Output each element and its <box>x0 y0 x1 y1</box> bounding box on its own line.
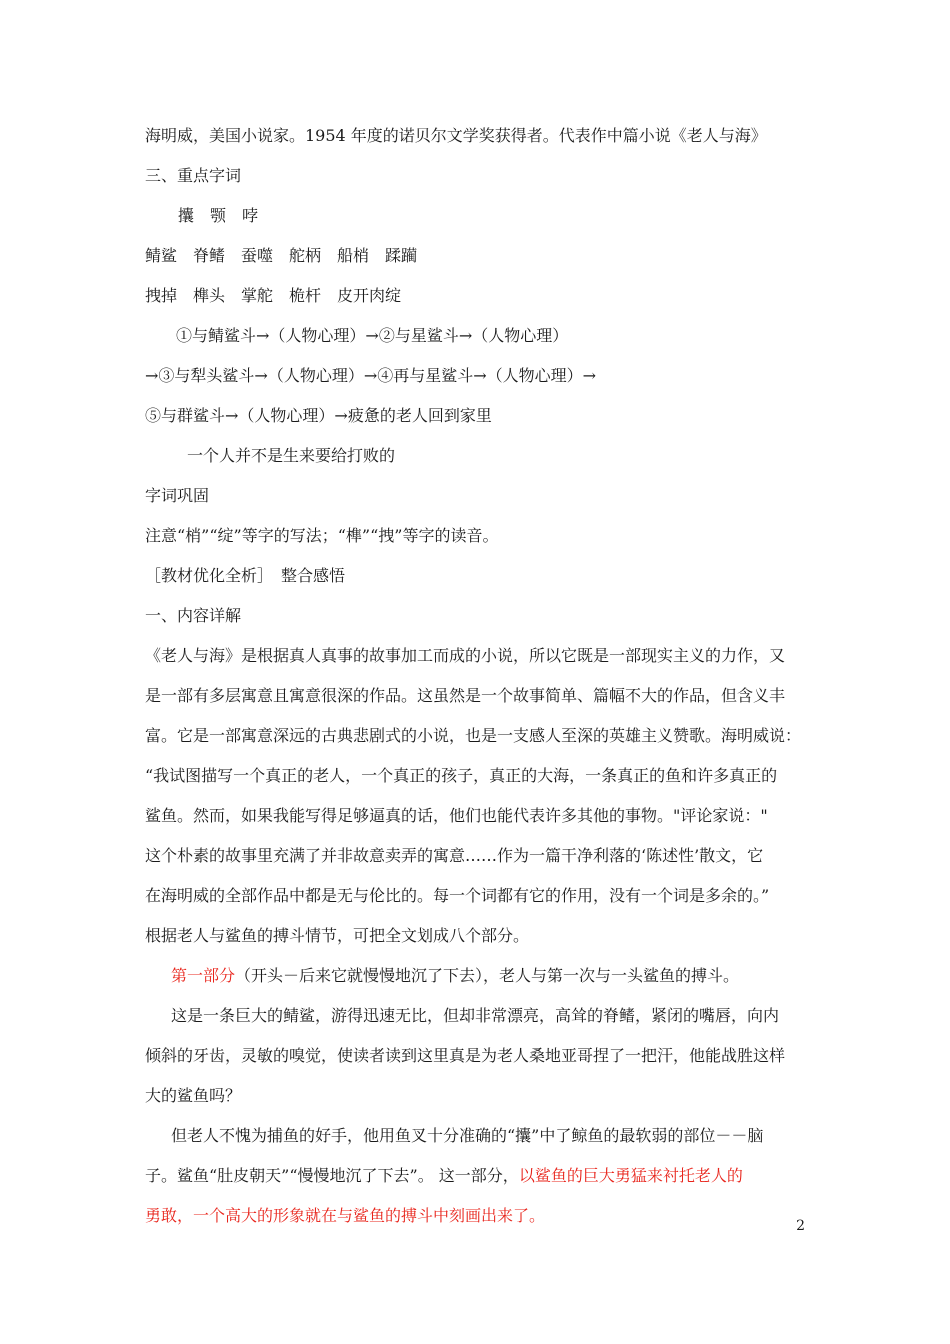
body-text: 子。鲨鱼“肚皮朝天”“慢慢地沉了下去”。 这一部分， <box>145 1166 519 1185</box>
section-heading: 一、内容详解 <box>145 606 242 625</box>
body-line: “我试图描写一个真正的老人，一个真正的孩子，真正的大海，一条真正的鱼和许多真正的 <box>145 766 778 785</box>
structure-line: ⑤与群鲨斗→（人物心理）→疲惫的老人回到家里 <box>145 406 492 425</box>
body-line <box>145 1166 743 1186</box>
note-line: 注意“梢”“绽”等字的写法；“榫”“拽”等字的读音。 <box>145 526 499 545</box>
emphasis-text: 以鲨鱼的巨大勇猛来衬托老人的 <box>518 1166 743 1185</box>
section-heading: 三、重点字词 <box>145 166 242 185</box>
body-line: 大的鲨鱼吗？ <box>145 1086 242 1105</box>
structure-line: ①与鲭鲨斗→（人物心理）→②与星鲨斗→（人物心理） <box>176 326 569 345</box>
vocab-line: 拽掉 榫头 掌舵 桅杆 皮开肉绽 <box>145 286 402 305</box>
part-one-line <box>171 966 739 986</box>
body-line: 这个朴素的故事里充满了并非故意卖弄的寓意……作为一篇干净利落的‘陈述性’散文，它 <box>145 846 764 865</box>
body-line: 但老人不愧为捕鱼的好手，他用鱼叉十分准确的“攮”中了鲸鱼的最软弱的部位－－脑 <box>171 1126 764 1145</box>
part-one-description: （开头－后来它就慢慢地沉了下去），老人与第一次与一头鲨鱼的搏斗。 <box>235 966 740 985</box>
theme-line: 一个人并不是生来要给打败的 <box>187 446 396 465</box>
emphasis-line: 勇敢，一个高大的形象就在与鲨鱼的搏斗中刻画出来了。 <box>145 1206 546 1225</box>
structure-line: →③与犁头鲨斗→（人物心理）→④再与星鲨斗→（人物心理）→ <box>145 366 597 385</box>
vocab-line: 鲭鲨 脊鳍 蚕噬 舵柄 船梢 蹂躏 <box>145 246 418 265</box>
body-line: 《老人与海》是根据真人真事的故事加工而成的小说，所以它既是一部现实主义的力作，又 <box>145 646 786 665</box>
body-line: 是一部有多层寓意且寓意很深的作品。这虽然是一个故事简单、篇幅不大的作品，但含义丰 <box>145 686 786 705</box>
body-line: 这是一条巨大的鲭鲨，游得迅速无比，但却非常漂亮，高耸的脊鳍，紧闭的嘴唇，向内 <box>171 1006 780 1025</box>
part-one-label: 第一部分 <box>171 966 236 985</box>
body-line: 倾斜的牙齿，灵敏的嗅觉，使读者读到这里真是为老人桑地亚哥捏了一把汗，他能战胜这样 <box>145 1046 786 1065</box>
intro-line: 海明威，美国小说家。1954 年度的诺贝尔文学奖获得者。代表作中篇小说《老人与海》 <box>145 126 767 145</box>
body-line: 根据老人与鲨鱼的搏斗情节，可把全文划成八个部分。 <box>145 926 530 945</box>
page-number: 2 <box>796 1218 805 1234</box>
body-line: 鲨鱼。然而，如果我能写得足够逼真的话，他们也能代表许多其他的事物。"评论家说：" <box>145 806 768 825</box>
section-heading: 字词巩固 <box>145 486 210 505</box>
body-line: 富。它是一部寓意深远的古典悲剧式的小说，也是一支感人至深的英雄主义赞歌。海明威说： <box>145 726 802 745</box>
vocab-line: 攮 颚 哱 <box>178 206 259 225</box>
section-heading: ［教材优化全析］ 整合感悟 <box>145 566 346 585</box>
body-line: 在海明威的全部作品中都是无与伦比的。每一个词都有它的作用，没有一个词是多余的。” <box>145 886 770 905</box>
